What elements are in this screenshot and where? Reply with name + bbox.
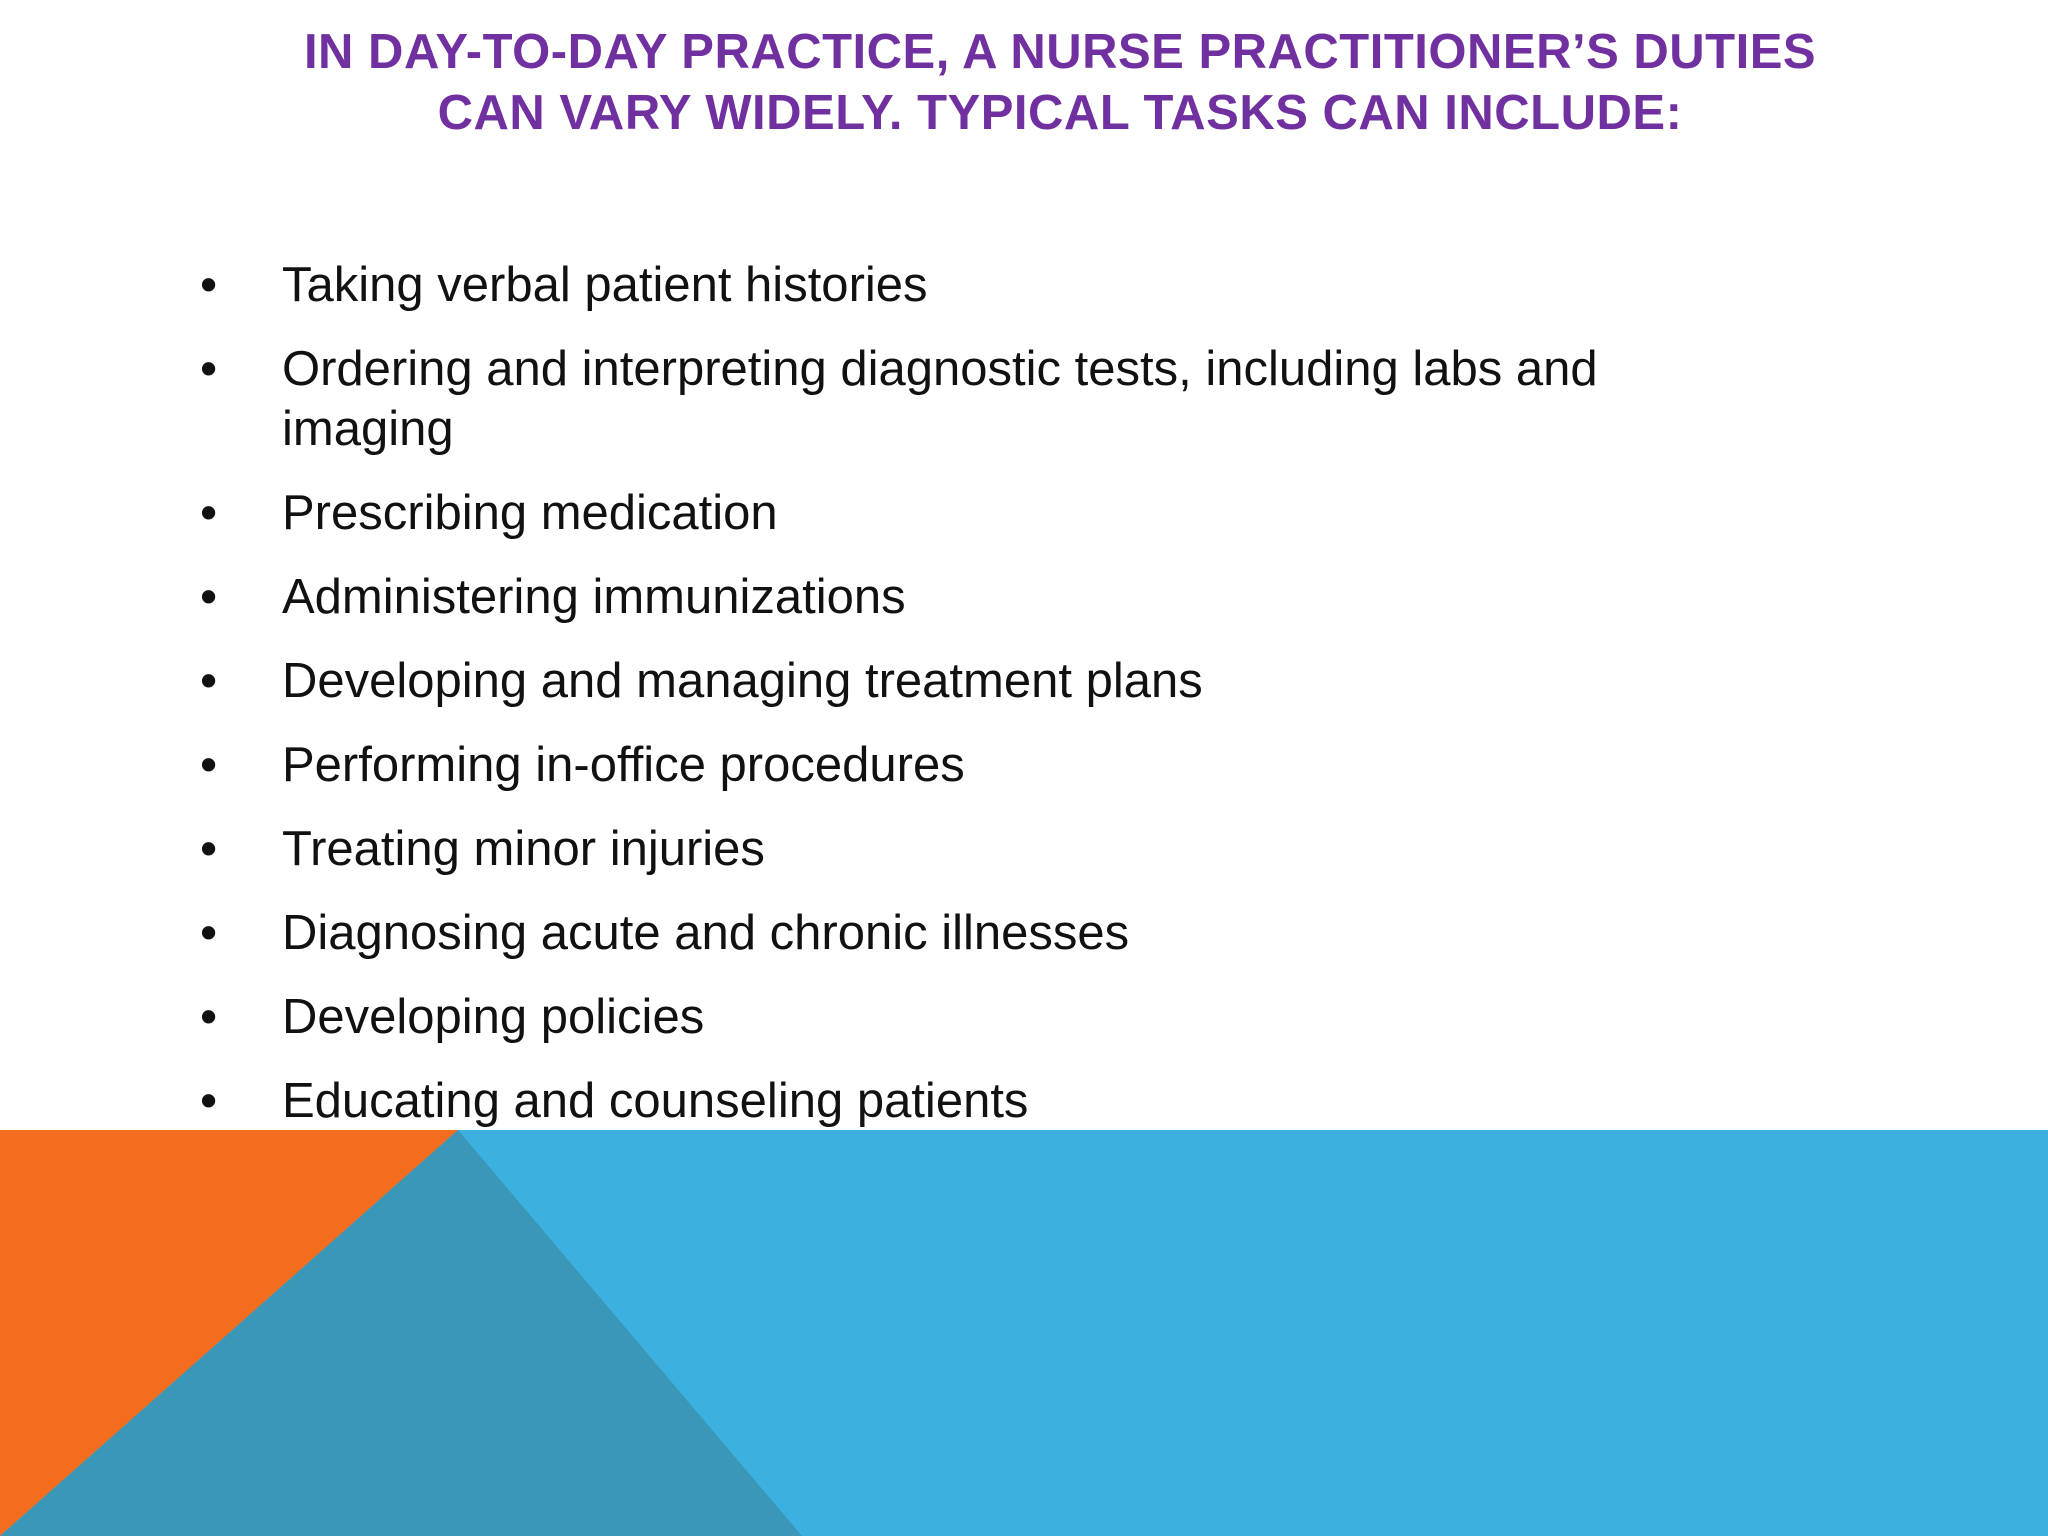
list-item bbox=[200, 819, 1800, 879]
bullet-dot: • bbox=[200, 822, 218, 876]
bullet-dot: • bbox=[200, 570, 218, 624]
list-item bbox=[200, 1071, 1800, 1131]
list-item bbox=[200, 735, 1800, 795]
list-item bbox=[200, 483, 1800, 543]
tasks-bullet-list bbox=[200, 255, 1800, 1155]
bullet-dot: • bbox=[200, 486, 218, 540]
list-item bbox=[200, 255, 1800, 315]
bullet-dot: • bbox=[200, 906, 218, 960]
list-item bbox=[200, 903, 1800, 963]
title-line-2: CAN VARY WIDELY. TYPICAL TASKS CAN INCLUDE: bbox=[437, 86, 1683, 140]
bullet-dot: • bbox=[200, 990, 218, 1044]
list-item-text: Taking verbal patient histories bbox=[282, 258, 928, 312]
decorative-footer-shapes bbox=[0, 1130, 2048, 1536]
list-item bbox=[200, 651, 1800, 711]
title-line-1: IN DAY-TO-DAY PRACTICE, A NURSE PRACTITIONER’S DUTIES bbox=[303, 25, 1817, 79]
list-item-text: Diagnosing acute and chronic illnesses bbox=[282, 906, 1130, 960]
slide-title bbox=[230, 22, 1890, 144]
list-item-text: Developing policies bbox=[282, 990, 705, 1044]
list-item-text: Developing and managing treatment plans bbox=[282, 654, 1203, 708]
list-item-text: Prescribing medication bbox=[282, 486, 778, 540]
list-item bbox=[200, 567, 1800, 627]
list-item-text: Administering immunizations bbox=[282, 570, 906, 624]
list-item-text: Treating minor injuries bbox=[282, 822, 765, 876]
bullet-dot: • bbox=[200, 738, 218, 792]
list-item bbox=[200, 339, 1800, 459]
bullet-dot: • bbox=[200, 1074, 218, 1128]
bullet-dot: • bbox=[200, 654, 218, 708]
list-item-text: Educating and counseling patients bbox=[282, 1074, 1029, 1128]
list-item-text: Ordering and interpreting diagnostic tests, including labs and imaging bbox=[282, 342, 1598, 456]
list-item bbox=[200, 987, 1800, 1047]
bullet-dot: • bbox=[200, 258, 218, 312]
bullet-dot: • bbox=[200, 342, 218, 396]
list-item-text: Performing in-office procedures bbox=[282, 738, 965, 792]
